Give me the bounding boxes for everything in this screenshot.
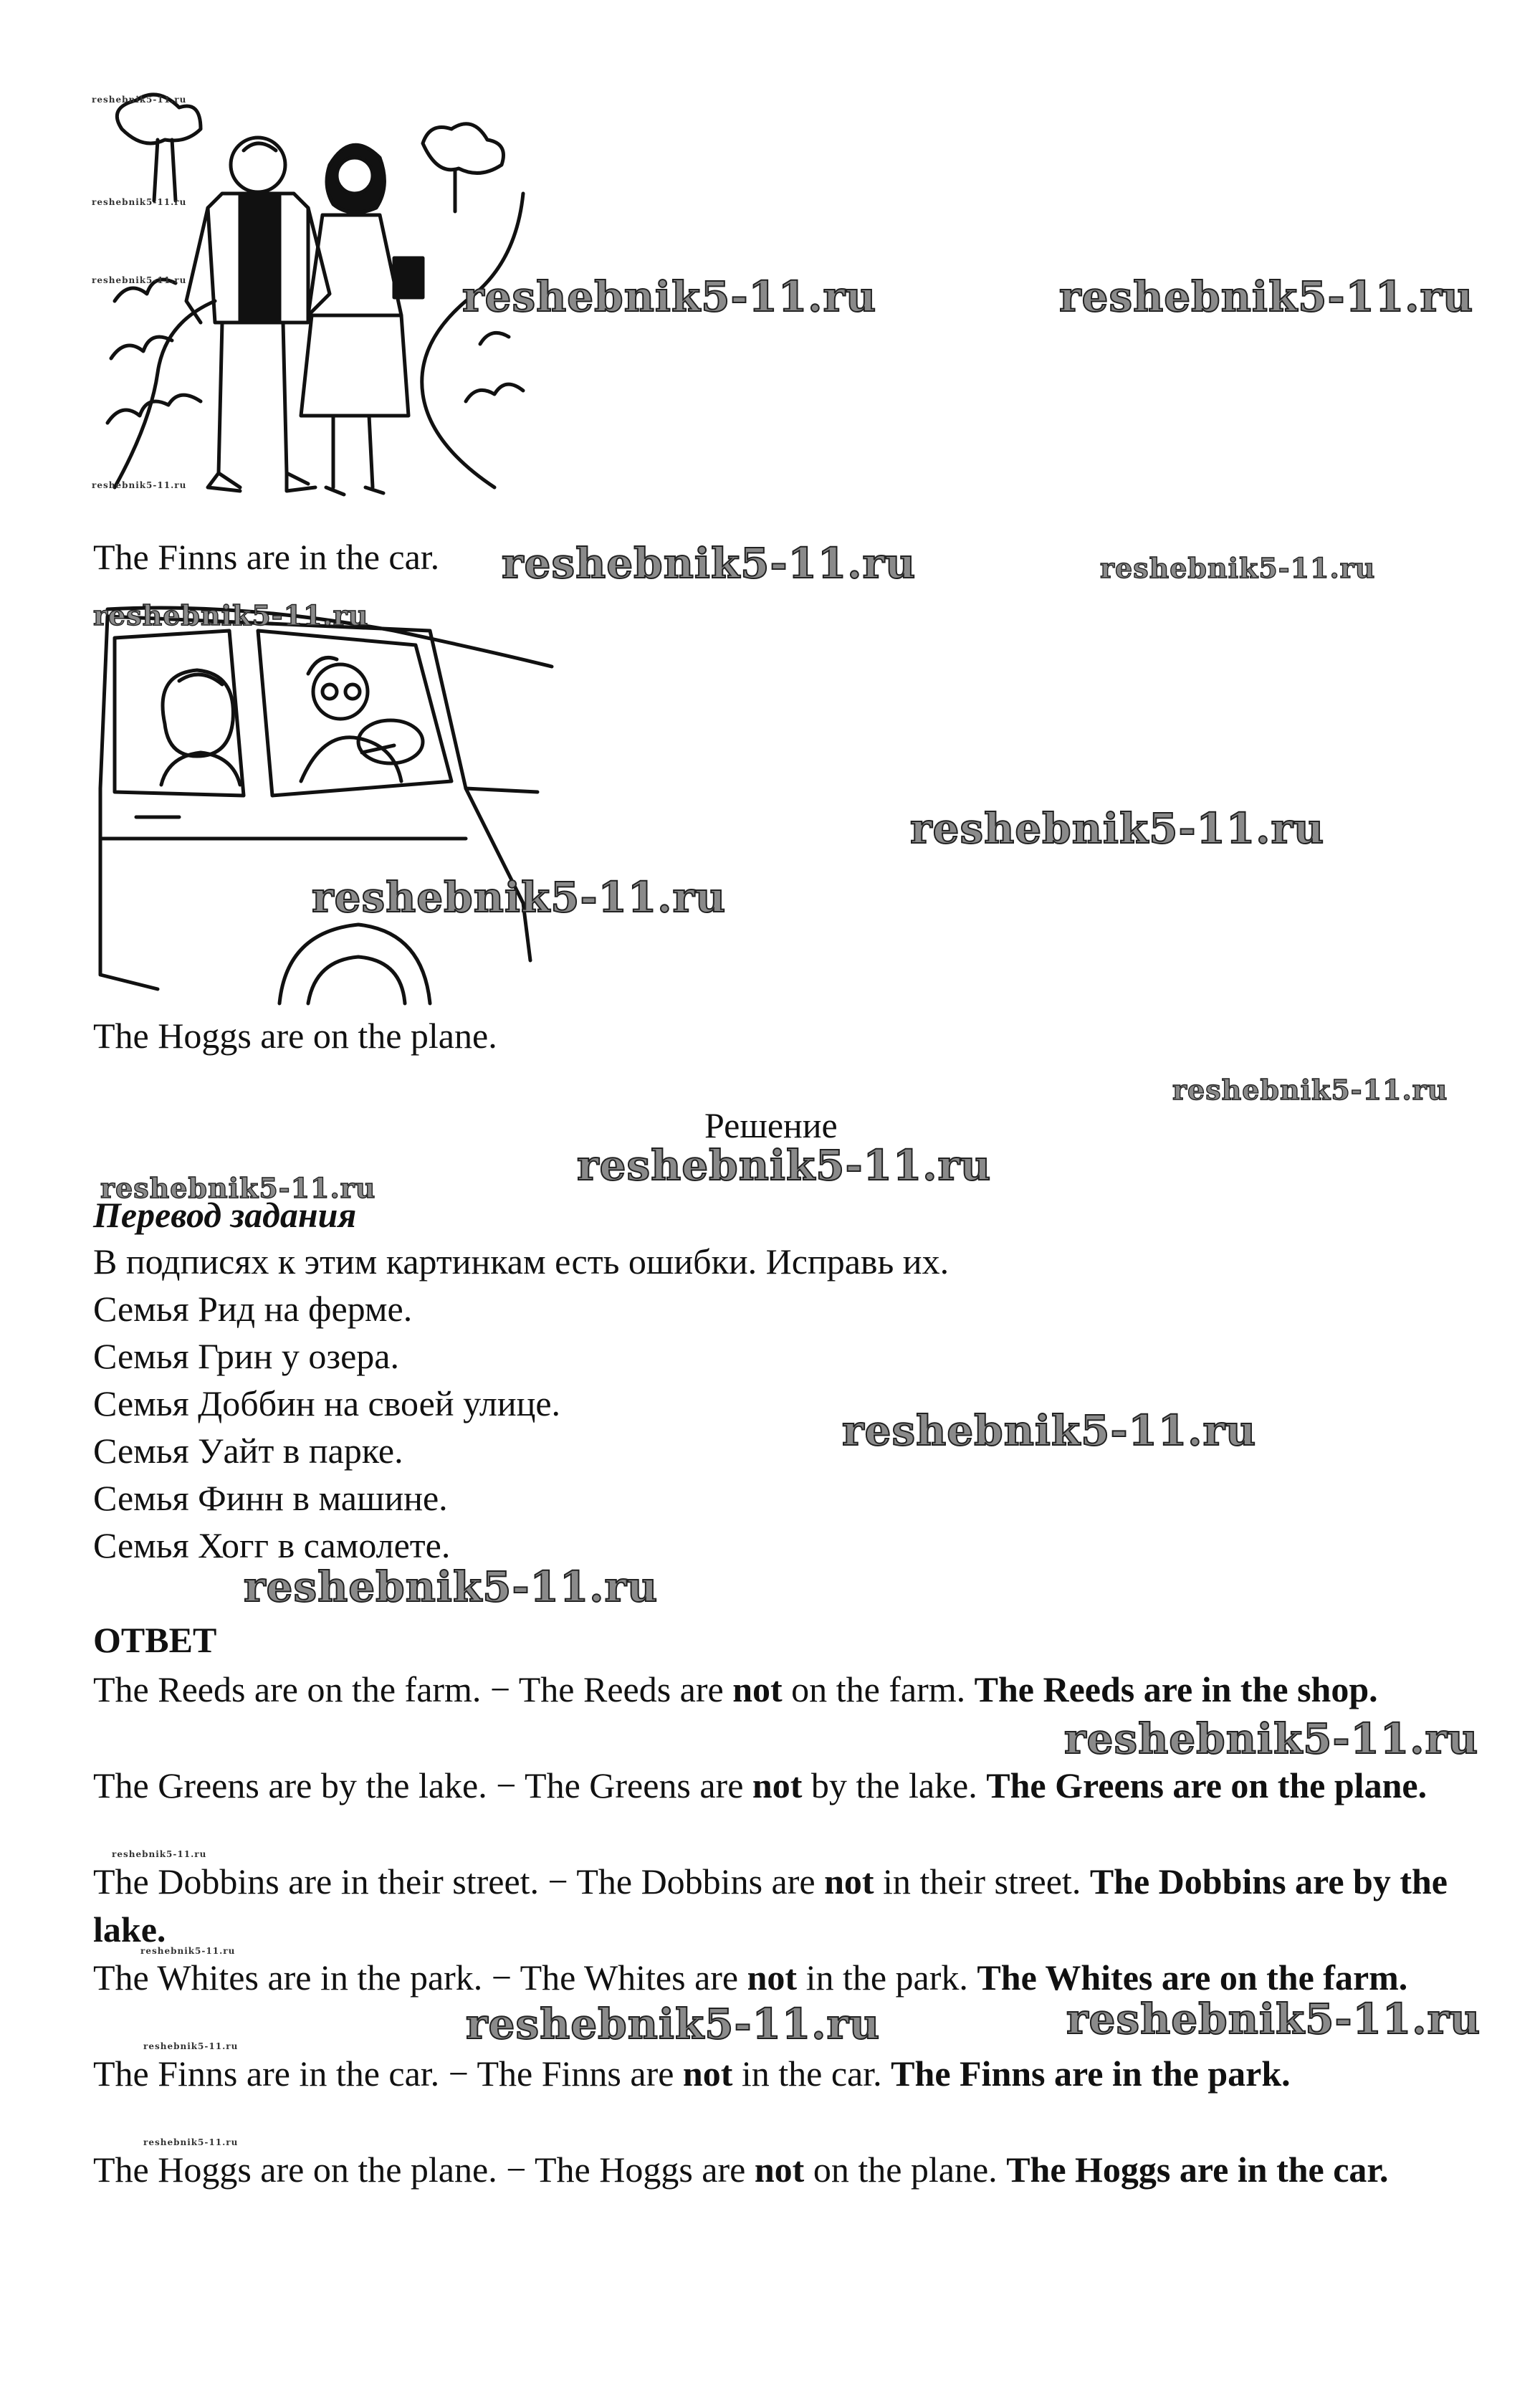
watermark: reshebnik5-11.ru <box>1066 1995 1481 2043</box>
answer-not-word: not <box>682 2053 733 2094</box>
answer-negation: The Reeds are <box>518 1669 733 1709</box>
watermark: reshebnik5-11.ru <box>92 480 187 490</box>
answer-negation: The Hoggs are <box>535 2149 755 2190</box>
caption-finns: The Finns are in the car. <box>93 537 440 577</box>
answer-dash: − <box>482 1957 520 1998</box>
answer-negation-rest: in the car. <box>732 2053 891 2094</box>
answer-not-word: not <box>752 1765 803 1805</box>
watermark: reshebnik5-11.ru <box>502 539 917 588</box>
watermark: reshebnik5-11.ru <box>140 1946 236 1956</box>
watermark: reshebnik5-11.ru <box>462 272 877 321</box>
watermark: reshebnik5-11.ru <box>93 599 369 631</box>
solution-label: Решение <box>704 1105 838 1145</box>
watermark: reshebnik5-11.ru <box>143 2137 239 2147</box>
answer-original: The Finns are in the car. <box>93 2053 440 2094</box>
answer-not-word: not <box>732 1669 783 1709</box>
answer-correction: The Reeds are in the shop. <box>974 1669 1378 1709</box>
answer-correction: The Hoggs are in the car. <box>1006 2149 1389 2190</box>
watermark: reshebnik5-11.ru <box>92 275 187 285</box>
answer-negation: The Finns are <box>477 2053 683 2094</box>
answer-correction: The Dobbins are by the lake. <box>93 1861 1448 1950</box>
translation-line: Семья Финн в машине. <box>93 1478 448 1518</box>
answer-negation-rest: in their street. <box>874 1861 1090 1902</box>
answer-original: The Reeds are on the farm. <box>93 1669 482 1709</box>
watermark: reshebnik5-11.ru <box>910 804 1325 853</box>
answer-dash: − <box>497 2149 535 2190</box>
answer-item <box>93 1762 1448 1810</box>
answer-negation-rest: on the farm. <box>782 1669 975 1709</box>
watermark: reshebnik5-11.ru <box>1100 552 1376 584</box>
watermark: reshebnik5-11.ru <box>1172 1074 1448 1106</box>
answer-not-word: not <box>754 2149 805 2190</box>
answer-item <box>93 1666 1448 1714</box>
answer-not-word: not <box>747 1957 798 1998</box>
answer-original: The Hoggs are on the plane. <box>93 2149 497 2190</box>
watermark: reshebnik5-11.ru <box>466 2000 881 2048</box>
answer-original: The Greens are by the lake. <box>93 1765 487 1805</box>
answer-negation-rest: on the plane. <box>804 2149 1007 2190</box>
watermark: reshebnik5-11.ru <box>92 197 187 207</box>
answer-negation-rest: in the park. <box>797 1957 977 1998</box>
watermark: reshebnik5-11.ru <box>143 2041 239 2051</box>
answer-dash: − <box>481 1669 519 1709</box>
answer-original: The Whites are in the park. <box>93 1957 483 1998</box>
translation-line: Семья Грин у озера. <box>93 1336 400 1376</box>
answer-correction: The Finns are in the park. <box>891 2053 1291 2094</box>
watermark: reshebnik5-11.ru <box>1064 1714 1479 1763</box>
answer-dash: − <box>439 2053 477 2094</box>
answer-original: The Dobbins are in their street. <box>93 1861 540 1902</box>
answer-heading: ОТВЕТ <box>93 1620 217 1660</box>
answer-negation: The Whites are <box>520 1957 747 1998</box>
answer-negation: The Greens are <box>525 1765 752 1805</box>
translation-line: Семья Рид на ферме. <box>93 1289 413 1329</box>
answer-item <box>93 2050 1448 2098</box>
watermark: reshebnik5-11.ru <box>244 1562 659 1611</box>
translation-line: Семья Уайт в парке. <box>93 1431 403 1471</box>
watermark: reshebnik5-11.ru <box>312 873 727 922</box>
answer-correction: The Greens are on the plane. <box>986 1765 1427 1805</box>
finns-in-car-illustration <box>93 602 552 1003</box>
translation-line: Семья Хогг в самолете. <box>93 1525 451 1565</box>
watermark: reshebnik5-11.ru <box>842 1406 1257 1455</box>
translation-line: Семья Доббин на своей улице. <box>93 1383 561 1423</box>
watermark: reshebnik5-11.ru <box>1059 272 1474 321</box>
caption-hoggs: The Hoggs are on the plane. <box>93 1016 497 1056</box>
answer-item <box>93 1858 1448 1954</box>
translation-line: В подписях к этим картинкам есть ошибки. Исправь их. <box>93 1241 950 1282</box>
answer-negation-rest: by the lake. <box>802 1765 987 1805</box>
watermark: reshebnik5-11.ru <box>112 1849 207 1859</box>
answer-dash: − <box>539 1861 577 1902</box>
answer-correction: The Whites are on the farm. <box>977 1957 1408 1998</box>
answer-not-word: not <box>824 1861 874 1902</box>
watermark: reshebnik5-11.ru <box>92 95 187 105</box>
answer-item <box>93 1954 1448 2002</box>
answer-negation: The Dobbins are <box>576 1861 825 1902</box>
answer-item <box>93 2146 1448 2194</box>
watermark: reshebnik5-11.ru <box>100 1172 376 1204</box>
answer-dash: − <box>487 1765 525 1805</box>
translation-heading: Перевод задания <box>93 1195 357 1235</box>
watermark: reshebnik5-11.ru <box>577 1141 992 1190</box>
